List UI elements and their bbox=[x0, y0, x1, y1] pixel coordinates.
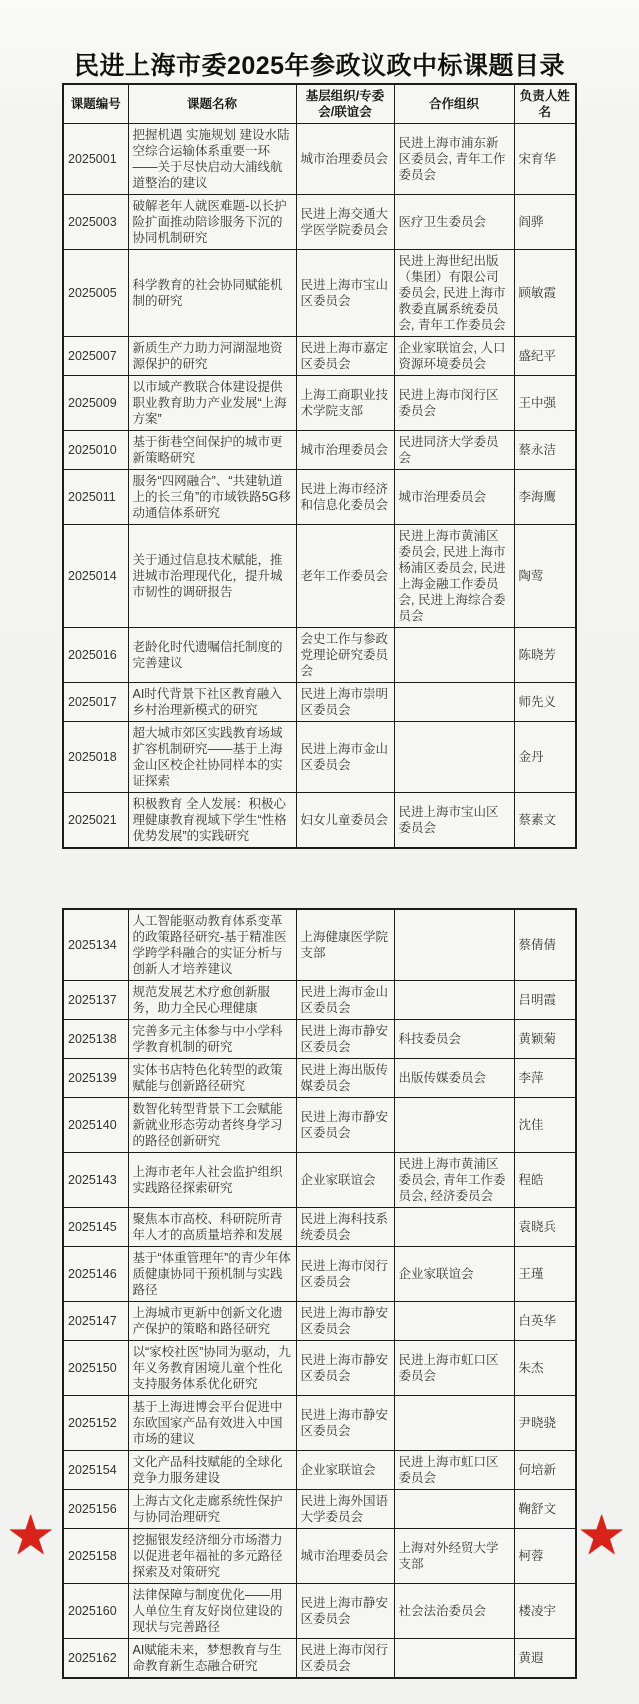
cell-base-org: 城市治理委员会 bbox=[296, 1529, 394, 1584]
table-row bbox=[63, 337, 576, 376]
cell-leader-name: 王中强 bbox=[514, 376, 576, 431]
table-row bbox=[63, 1396, 576, 1451]
cell-topic-id: 2025143 bbox=[63, 1153, 128, 1208]
header-topic-id: 课题编号 bbox=[63, 84, 128, 124]
cell-topic-name: AI时代背景下社区教育融入乡村治理新模式的研究 bbox=[128, 683, 296, 722]
table-row bbox=[63, 525, 576, 628]
cell-base-org: 民进上海外国语大学委员会 bbox=[296, 1490, 394, 1529]
cell-leader-name: 朱杰 bbox=[514, 1341, 576, 1396]
cell-base-org: 民进上海市静安区委员会 bbox=[296, 1020, 394, 1059]
cell-leader-name: 王瑾 bbox=[514, 1247, 576, 1302]
cell-topic-name: 法律保障与制度优化——用人单位生育友好岗位建设的现状与完善路径 bbox=[128, 1584, 296, 1639]
cell-topic-name: 挖掘银发经济细分市场潜力以促进老年福祉的多元路径探索及对策研究 bbox=[128, 1529, 296, 1584]
cell-base-org: 民进上海市崇明区委员会 bbox=[296, 683, 394, 722]
cell-topic-id: 2025016 bbox=[63, 628, 128, 683]
table-row bbox=[63, 1341, 576, 1396]
table-row bbox=[63, 981, 576, 1020]
cell-base-org: 民进上海交通大学医学院委员会 bbox=[296, 195, 394, 250]
table-row bbox=[63, 1020, 576, 1059]
cell-coop-org: 民进上海市闵行区委员会 bbox=[394, 376, 514, 431]
cell-leader-name: 鞠舒文 bbox=[514, 1490, 576, 1529]
cell-topic-name: 超大城市郊区实践教育场域扩容机制研究——基于上海金山区校企社协同样本的实证探索 bbox=[128, 722, 296, 793]
cell-leader-name: 楼凌宇 bbox=[514, 1584, 576, 1639]
table-row bbox=[63, 470, 576, 525]
cell-topic-name: 科学教育的社会协同赋能机制的研究 bbox=[128, 250, 296, 337]
cell-topic-id: 2025156 bbox=[63, 1490, 128, 1529]
cell-base-org: 民进上海市闵行区委员会 bbox=[296, 1247, 394, 1302]
cell-base-org: 企业家联谊会 bbox=[296, 1451, 394, 1490]
cell-topic-id: 2025010 bbox=[63, 431, 128, 470]
cell-leader-name: 陶莺 bbox=[514, 525, 576, 628]
cell-leader-name: 白英华 bbox=[514, 1302, 576, 1341]
cell-coop-org: 企业家联谊会, 人口资源环境委员会 bbox=[394, 337, 514, 376]
cell-leader-name: 黄遐 bbox=[514, 1639, 576, 1679]
cell-leader-name: 陈晓芳 bbox=[514, 628, 576, 683]
cell-coop-org: 民进上海市虹口区委员会 bbox=[394, 1341, 514, 1396]
cell-coop-org: 民进上海市宝山区委员会 bbox=[394, 793, 514, 849]
cell-topic-name: 老龄化时代遗嘱信托制度的完善建议 bbox=[128, 628, 296, 683]
cell-topic-id: 2025011 bbox=[63, 470, 128, 525]
cell-topic-name: 实体书店特色化转型的政策赋能与创新路径研究 bbox=[128, 1059, 296, 1098]
cell-topic-id: 2025001 bbox=[63, 124, 128, 195]
table-row bbox=[63, 1529, 576, 1584]
cell-leader-name: 宋育华 bbox=[514, 124, 576, 195]
cell-coop-org bbox=[394, 1302, 514, 1341]
cell-coop-org: 出版传媒委员会 bbox=[394, 1059, 514, 1098]
cell-topic-name: AI赋能未来，梦想教育与生命教育新生态融合研究 bbox=[128, 1639, 296, 1679]
cell-coop-org bbox=[394, 1098, 514, 1153]
cell-leader-name: 袁晓兵 bbox=[514, 1208, 576, 1247]
cell-topic-name: 新质生产力助力河湖湿地资源保护的研究 bbox=[128, 337, 296, 376]
cell-coop-org: 民进上海市黄浦区委员会, 民进上海市杨浦区委员会, 民进上海金融工作委员会, 民进上海综合委员会 bbox=[394, 525, 514, 628]
cell-coop-org: 医疗卫生委员会 bbox=[394, 195, 514, 250]
topics-table-second bbox=[62, 908, 577, 1679]
cell-base-org: 民进上海科技系统委员会 bbox=[296, 1208, 394, 1247]
cell-coop-org: 企业家联谊会 bbox=[394, 1247, 514, 1302]
cell-base-org: 上海健康医学院支部 bbox=[296, 909, 394, 981]
cell-base-org: 城市治理委员会 bbox=[296, 431, 394, 470]
cell-coop-org bbox=[394, 1208, 514, 1247]
cell-leader-name: 蔡倩倩 bbox=[514, 909, 576, 981]
table-row bbox=[63, 683, 576, 722]
table-row bbox=[63, 722, 576, 793]
cell-leader-name: 盛纪平 bbox=[514, 337, 576, 376]
cell-base-org: 企业家联谊会 bbox=[296, 1153, 394, 1208]
cell-topic-id: 2025152 bbox=[63, 1396, 128, 1451]
cell-base-org: 民进上海市静安区委员会 bbox=[296, 1396, 394, 1451]
topics-table-first bbox=[62, 83, 577, 849]
cell-topic-id: 2025158 bbox=[63, 1529, 128, 1584]
cell-topic-id: 2025005 bbox=[63, 250, 128, 337]
cell-topic-name: 把握机遇 实施规划 建设水陆空综合运输体系重要一环——关于尽快启动大浦线航道整治的建议 bbox=[128, 124, 296, 195]
cell-coop-org: 民进上海市虹口区委员会 bbox=[394, 1451, 514, 1490]
cell-base-org: 民进上海市宝山区委员会 bbox=[296, 250, 394, 337]
cell-topic-name: 数智化转型背景下工会赋能新就业形态劳动者终身学习的路径创新研究 bbox=[128, 1098, 296, 1153]
cell-topic-name: 规范发展艺术疗愈创新服务，助力全民心理健康 bbox=[128, 981, 296, 1020]
cell-topic-name: 聚焦本市高校、科研院所青年人才的高质量培养和发展 bbox=[128, 1208, 296, 1247]
cell-coop-org bbox=[394, 1396, 514, 1451]
cell-base-org: 民进上海市金山区委员会 bbox=[296, 981, 394, 1020]
table-row bbox=[63, 124, 576, 195]
cell-topic-id: 2025154 bbox=[63, 1451, 128, 1490]
cell-topic-id: 2025160 bbox=[63, 1584, 128, 1639]
cell-coop-org: 城市治理委员会 bbox=[394, 470, 514, 525]
cell-leader-name: 尹晓骁 bbox=[514, 1396, 576, 1451]
cell-topic-id: 2025009 bbox=[63, 376, 128, 431]
cell-leader-name: 师先义 bbox=[514, 683, 576, 722]
cell-leader-name: 蔡永洁 bbox=[514, 431, 576, 470]
cell-coop-org: 民进上海市浦东新区委员会, 青年工作委员会 bbox=[394, 124, 514, 195]
star-left-icon: ★ bbox=[6, 1504, 56, 1566]
cell-leader-name: 何培新 bbox=[514, 1451, 576, 1490]
table-row bbox=[63, 1208, 576, 1247]
cell-base-org: 民进上海市闵行区委员会 bbox=[296, 1639, 394, 1679]
cell-topic-id: 2025150 bbox=[63, 1341, 128, 1396]
cell-topic-id: 2025147 bbox=[63, 1302, 128, 1341]
cell-topic-id: 2025146 bbox=[63, 1247, 128, 1302]
cell-topic-id: 2025137 bbox=[63, 981, 128, 1020]
table-row bbox=[63, 1098, 576, 1153]
cell-topic-name: 完善多元主体参与中小学科学教育机制的研究 bbox=[128, 1020, 296, 1059]
cell-base-org: 城市治理委员会 bbox=[296, 124, 394, 195]
table-row bbox=[63, 431, 576, 470]
cell-leader-name: 李萍 bbox=[514, 1059, 576, 1098]
table-row bbox=[63, 1302, 576, 1341]
table-row bbox=[63, 793, 576, 849]
cell-topic-name: 基于街巷空间保护的城市更新策略研究 bbox=[128, 431, 296, 470]
cell-topic-id: 2025007 bbox=[63, 337, 128, 376]
cell-topic-name: 破解老年人就医难题-以长护险扩面推动陪诊服务下沉的协同机制研究 bbox=[128, 195, 296, 250]
cell-leader-name: 顾敏霞 bbox=[514, 250, 576, 337]
cell-coop-org bbox=[394, 628, 514, 683]
cell-topic-name: 以市域产教联合体建设提供职业教育助力产业发展“上海方案” bbox=[128, 376, 296, 431]
cell-base-org: 民进上海市金山区委员会 bbox=[296, 722, 394, 793]
header-row bbox=[63, 84, 576, 124]
header-base-org: 基层组织/专委会/联谊会 bbox=[296, 84, 394, 124]
cell-topic-id: 2025017 bbox=[63, 683, 128, 722]
table-row bbox=[63, 376, 576, 431]
cell-base-org: 民进上海市嘉定区委员会 bbox=[296, 337, 394, 376]
cell-base-org: 妇女儿童委员会 bbox=[296, 793, 394, 849]
cell-base-org: 民进上海市静安区委员会 bbox=[296, 1098, 394, 1153]
cell-topic-name: 上海市老年人社会监护组织实践路径探索研究 bbox=[128, 1153, 296, 1208]
cell-topic-name: 上海古文化走廊系统性保护与协同治理研究 bbox=[128, 1490, 296, 1529]
table-row bbox=[63, 1059, 576, 1098]
cell-coop-org: 上海对外经贸大学支部 bbox=[394, 1529, 514, 1584]
table-row bbox=[63, 1153, 576, 1208]
cell-leader-name: 沈佳 bbox=[514, 1098, 576, 1153]
table-row bbox=[63, 1247, 576, 1302]
cell-leader-name: 吕明霞 bbox=[514, 981, 576, 1020]
cell-topic-id: 2025145 bbox=[63, 1208, 128, 1247]
cell-leader-name: 李海鹰 bbox=[514, 470, 576, 525]
table-row bbox=[63, 1490, 576, 1529]
cell-leader-name: 阎骅 bbox=[514, 195, 576, 250]
cell-topic-id: 2025139 bbox=[63, 1059, 128, 1098]
cell-coop-org: 民进上海市黄浦区委员会, 青年工作委员会, 经济委员会 bbox=[394, 1153, 514, 1208]
cell-topic-name: 积极教育 全人发展：积极心理健康教育视域下学生“性格优势发展”的实践研究 bbox=[128, 793, 296, 849]
cell-topic-name: 基于“体重管理年”的青少年体质健康协同干预机制与实践路径 bbox=[128, 1247, 296, 1302]
table-row bbox=[63, 1639, 576, 1679]
table-row bbox=[63, 1451, 576, 1490]
cell-coop-org bbox=[394, 1490, 514, 1529]
cell-coop-org: 民进同济大学委员会 bbox=[394, 431, 514, 470]
cell-coop-org bbox=[394, 981, 514, 1020]
cell-topic-id: 2025162 bbox=[63, 1639, 128, 1679]
cell-topic-id: 2025021 bbox=[63, 793, 128, 849]
table-row bbox=[63, 250, 576, 337]
cell-topic-id: 2025138 bbox=[63, 1020, 128, 1059]
table-row bbox=[63, 1584, 576, 1639]
cell-topic-id: 2025003 bbox=[63, 195, 128, 250]
cell-base-org: 老年工作委员会 bbox=[296, 525, 394, 628]
cell-topic-id: 2025140 bbox=[63, 1098, 128, 1153]
cell-base-org: 民进上海市静安区委员会 bbox=[296, 1302, 394, 1341]
cell-coop-org bbox=[394, 683, 514, 722]
header-coop-org: 合作组织 bbox=[394, 84, 514, 124]
cell-coop-org bbox=[394, 722, 514, 793]
cell-topic-id: 2025134 bbox=[63, 909, 128, 981]
cell-topic-id: 2025018 bbox=[63, 722, 128, 793]
cell-coop-org: 民进上海世纪出版（集团）有限公司委员会, 民进上海市教委直属系统委员会, 青年工作委员会 bbox=[394, 250, 514, 337]
cell-topic-name: 基于上海进博会平台促进中东欧国家产品有效进入中国市场的建议 bbox=[128, 1396, 296, 1451]
cell-leader-name: 黄颖菊 bbox=[514, 1020, 576, 1059]
cell-leader-name: 金丹 bbox=[514, 722, 576, 793]
cell-base-org: 民进上海市经济和信息化委员会 bbox=[296, 470, 394, 525]
header-leader-name: 负责人姓名 bbox=[514, 84, 576, 124]
cell-coop-org: 社会法治委员会 bbox=[394, 1584, 514, 1639]
cell-leader-name: 程皓 bbox=[514, 1153, 576, 1208]
cell-base-org: 民进上海市静安区委员会 bbox=[296, 1584, 394, 1639]
cell-topic-name: 上海城市更新中创新文化遗产保护的策略和路径研究 bbox=[128, 1302, 296, 1341]
cell-base-org: 民进上海出版传媒委员会 bbox=[296, 1059, 394, 1098]
table-row bbox=[63, 909, 576, 981]
cell-coop-org bbox=[394, 909, 514, 981]
cell-leader-name: 柯蓉 bbox=[514, 1529, 576, 1584]
cell-base-org: 上海工商职业技术学院支部 bbox=[296, 376, 394, 431]
cell-topic-name: 以“家校社医”协同为驱动，九年义务教育困境儿童个性化支持服务体系优化研究 bbox=[128, 1341, 296, 1396]
table-row bbox=[63, 628, 576, 683]
cell-topic-name: 文化产品科技赋能的全球化竞争力服务建设 bbox=[128, 1451, 296, 1490]
cell-leader-name: 蔡素文 bbox=[514, 793, 576, 849]
table-row bbox=[63, 195, 576, 250]
cell-topic-name: 服务“四网融合”、“共建轨道上的长三角”的市域铁路5G移动通信体系研究 bbox=[128, 470, 296, 525]
page-title: 民进上海市委2025年参政议政中标课题目录 bbox=[73, 52, 566, 80]
cell-topic-name: 人工智能驱动教育体系变革的政策路径研究-基于精准医学跨学科融合的实证分析与创新人才培养建议 bbox=[128, 909, 296, 981]
cell-base-org: 民进上海市静安区委员会 bbox=[296, 1341, 394, 1396]
star-right-icon: ★ bbox=[577, 1504, 627, 1566]
cell-coop-org bbox=[394, 1639, 514, 1679]
cell-base-org: 会史工作与参政党理论研究委员会 bbox=[296, 628, 394, 683]
cell-topic-name: 关于通过信息技术赋能，推进城市治理现代化，提升城市韧性的调研报告 bbox=[128, 525, 296, 628]
cell-coop-org: 科技委员会 bbox=[394, 1020, 514, 1059]
header-topic-name: 课题名称 bbox=[128, 84, 296, 124]
cell-topic-id: 2025014 bbox=[63, 525, 128, 628]
